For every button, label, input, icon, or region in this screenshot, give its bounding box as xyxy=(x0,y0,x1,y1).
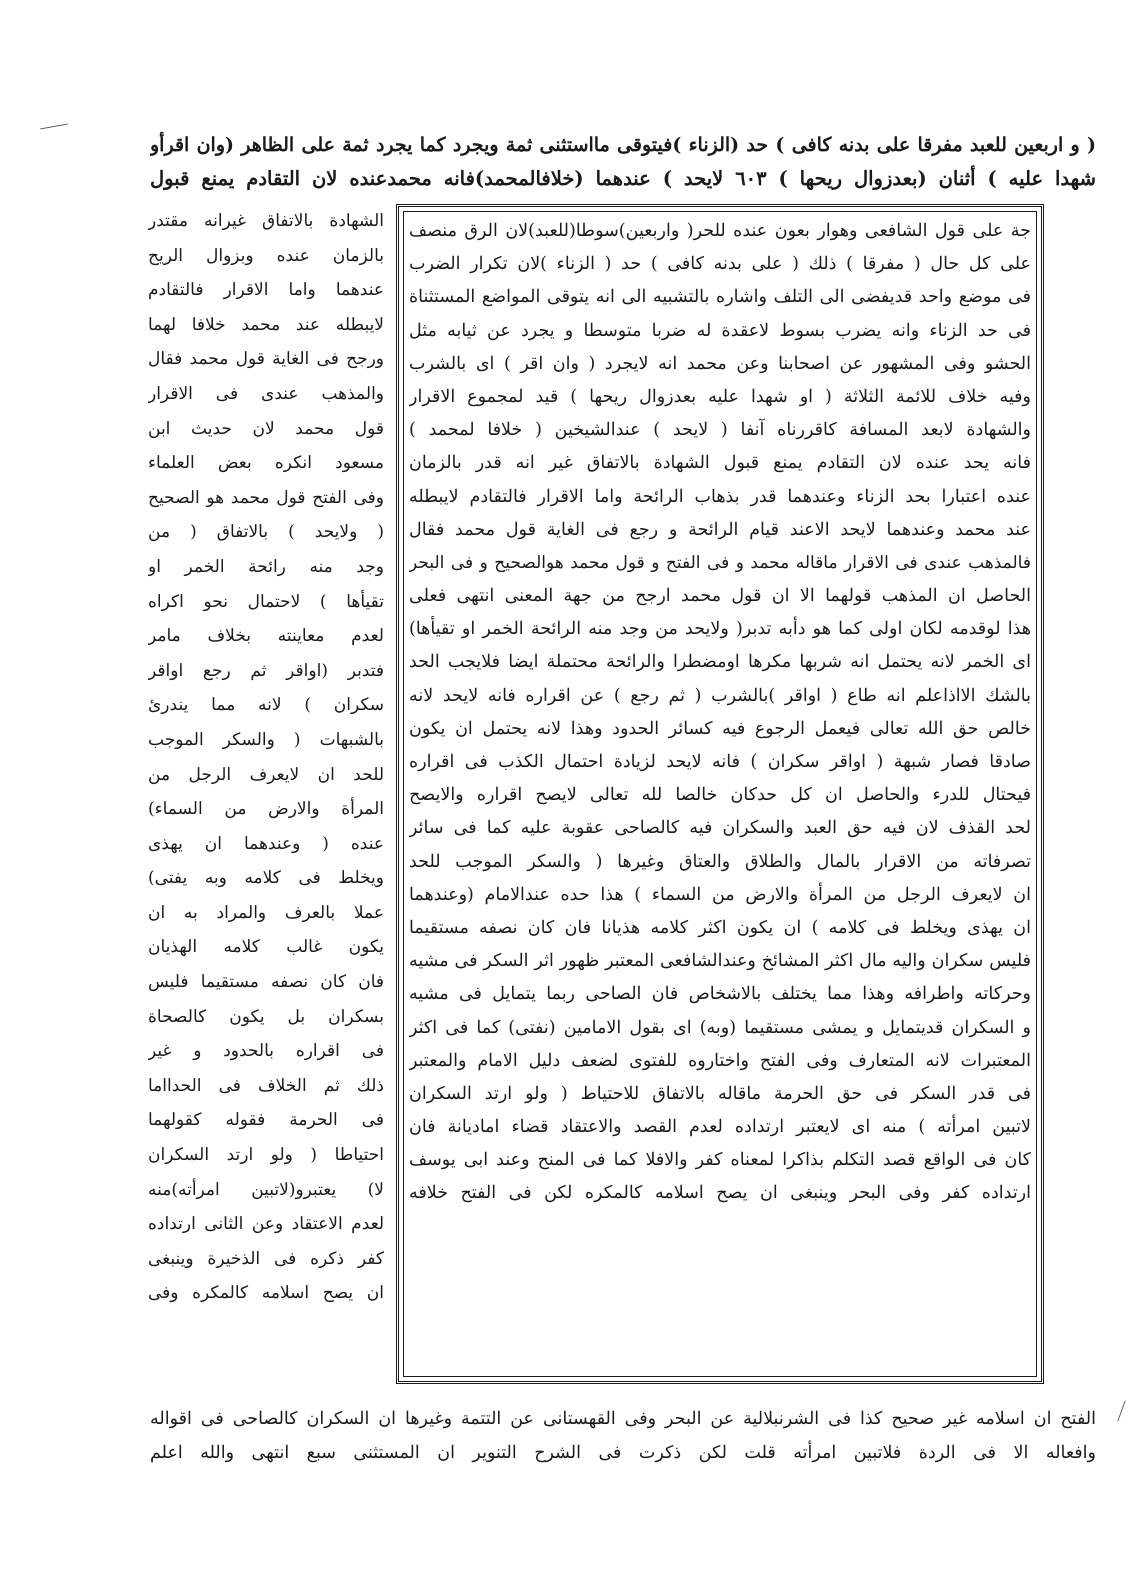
text-line: قول محمد لان حديث ابن xyxy=(148,418,384,439)
text-line: وافعاله الا فى الردة فلاتبين امرأته قلت لكن ذكرت فى الشرح التنوير ان المستثنى سبع انتهى والله اعلم xyxy=(150,1443,1096,1463)
text-line: ان يصح اسلامه كالمكره وفى xyxy=(148,1283,384,1304)
text-line: ( و اربعين للعبد مفرقا على بدنه كافى ) حد (الزناء )فيتوقى مااستثنى ثمة ويجرد كما يجرد ثمة على الظاهر (وان اقرأو xyxy=(150,134,1096,156)
text-line: عنده ( وعندهما ان يهذى xyxy=(148,833,384,854)
text-line: المعتبرات لانه المتعارف وفى الفتح واختاروه للفتوى لضعف دليل الامام والمعتبر xyxy=(409,1050,1031,1071)
text-line: جة على قول الشافعى وهوار بعون عنده للحر( واربعين)سوطا(للعبد)لان الرق منصف xyxy=(409,221,1031,241)
text-line: الحاصل ان المذهب قولهما الا ان قول محمد ارجح من جهة المعنى انتهى فعلى xyxy=(409,586,1031,607)
text-line: مسعود انكره بعض العلماء xyxy=(148,453,384,474)
commentary-box xyxy=(396,204,1044,1384)
text-line: وجد منه رائحة الخمر او xyxy=(148,556,384,577)
text-line: عند محمد وعندهما لايحد الاعند قيام الرائحة و رجع فى الغاية قول محمد فقال xyxy=(409,519,1031,540)
margin-mark xyxy=(40,124,68,130)
text-line: خالص حق الله تعالى فيعمل الرجوع فيه كسائر الحدود وهذا لانه يحتمل ان يكون xyxy=(409,718,1031,739)
text-line: شهدا عليه ) أثنان (بعدزوال ريحها ) ٦٠٣ لايحد ) عندهما (خلافالمحمد)فانه محمدعنده لان التقادم يمنع قبول xyxy=(150,167,1096,190)
text-line: فان كان نصفه مستقيما فليس xyxy=(148,972,384,993)
text-line: صادقا فصار شبهة ( اواقر سكران ) فانه لايحد لزيادة احتمال الكذب فى اقراره xyxy=(409,752,1031,772)
text-line: فى اقراره بالحدود و غير xyxy=(148,1041,384,1062)
text-line: عنده اعتبارا بحد الزناء وعندهما قدر بذهاب الرائحة واما الاقرار فالتقادم لايبطله xyxy=(409,486,1031,507)
text-line: ان يهذى ويخلط فى كلامه ) ان يكون اكثر كلامه هذيانا فان كان نصفه مستقيما xyxy=(409,917,1031,938)
text-line: لعدم الاعتقاد وعن الثانى ارتداده xyxy=(148,1214,384,1235)
text-line: فى حد الزناء وانه يضرب بسوط لاعقدة له ضربا متوسطا و يجرد عن ثيابه مثل xyxy=(409,320,1031,341)
text-line: تقيأها ) لاحتمال نحو اكراه xyxy=(148,591,384,612)
margin-mark xyxy=(1117,1400,1125,1421)
text-line: لايبطله عند محمد خلافا لهما xyxy=(148,314,384,335)
text-line: بالزمان عنده وبزوال الريح xyxy=(148,245,384,266)
text-line: كان فى الواقع قصد التكلم بذاكرا لمعناه كفر والافلا كما فى المنح وعند ابى يوسف xyxy=(409,1150,1031,1171)
text-line: فى قدر السكر فى حق الحرمة ماقاله بالاتفاق للاحتياط ( ولو ارتد السكران xyxy=(409,1083,1031,1104)
text-line: و السكران قديتمايل و يمشى مستقيما (وبه) اى بقول الامامين (نفتى) كما فى اكثر xyxy=(409,1017,1031,1038)
text-line: تصرفاته من الاقرار بالمال والطلاق والعتاق وغيرها ( والسكر الموجب للحد xyxy=(409,851,1031,872)
text-line: عملا بالعرف والمراد به ان xyxy=(148,902,384,923)
text-line: ويخلط فى كلامه وبه يفتى) xyxy=(148,868,384,889)
text-line: وفى الفتح قول محمد هو الصحيح xyxy=(148,487,384,508)
text-line: سكران ) لانه مما يندرئ xyxy=(148,695,384,716)
text-line: احتياطا ( ولو ارتد السكران xyxy=(148,1145,384,1166)
text-line: بسكران بل يكون كالصحاة xyxy=(148,1006,384,1027)
text-line: ذلك ثم الخلاف فى الحدااما xyxy=(148,1075,384,1096)
matn-header-text xyxy=(150,128,1096,196)
text-line: والشهادة لابعد المسافة كاقررناه آنفا ( لايحد ) عندالشيخين ( خلافا لمحمد ) xyxy=(409,420,1031,441)
text-line: والمذهب عندى فى الاقرار xyxy=(148,383,384,404)
text-line: الحشو وفى المشهور عن اصحابنا وعن محمد انه لايجرد ( وان اقر ) اى بالشرب xyxy=(409,353,1031,374)
text-line: فانه يحد عنده لان التقادم يمنع قبول الشهادة بالاتفاق غير انه قدر بالزمان xyxy=(409,453,1031,474)
text-line: الفتح ان اسلامه غير صحيح كذا فى الشرنبلالية عن البحر وفى القهستانى عن التتمة وغيرها ان السكران كالصاحى فى اقواله xyxy=(150,1409,1096,1429)
text-line: وفيه خلاف للائمة الثلاثة ( او شهدا عليه بعدزوال ريحها ) قيد لمجموع الاقرار xyxy=(409,386,1031,407)
text-line: فيحتال للدرء والحاصل ان كل حدكان خالصا لله تعالى لايصح اقراره والايصح xyxy=(409,785,1031,806)
text-line: لحد القذف لان فيه حق العبد والسكران فيه كالصاحى عقوبة عليه كما فى سائر xyxy=(409,818,1031,839)
text-line: فليس سكران واليه مال اكثر المشائخ وعندالشافعى المعتبر ظهور اثر السكر فى مشيه xyxy=(409,951,1031,972)
text-line: فى موضع واحد قديفضى الى التلف واشاره بالتشبيه الى انه يتوقى المواضع المستثناة xyxy=(409,287,1031,308)
text-line: عندهما واما الاقرار فالتقادم xyxy=(148,280,384,301)
text-line: فى الحرمة فقوله كقولهما xyxy=(148,1110,384,1131)
text-line: فالمذهب عندى فى الاقرار ماقاله محمد و فى الفتح و قول محمد هوالصحيح و فى البحر xyxy=(409,552,1031,573)
text-line: يكون غالب كلامه الهذيان xyxy=(148,937,384,958)
text-line: بالشبهات ( والسكر الموجب xyxy=(148,729,384,750)
text-line: هذا لوقدمه لكان اولى كما هو دأبه تدبر( ولايحد من وجد منه الرائحة الخمر او تقيأها) xyxy=(409,619,1031,640)
text-line: المرأة والارض من السماء) xyxy=(148,799,384,820)
text-line: ورجح فى الغاية قول محمد فقال xyxy=(148,349,384,370)
text-line: لعدم معاينته بخلاف مامر xyxy=(148,626,384,647)
text-line: اى الخمر لانه يحتمل انه شربها مكرها اومضطرا والرائحة محتملة ايضا فلايجب الحد xyxy=(409,652,1031,673)
margin-commentary xyxy=(148,204,384,1311)
text-line: ارتداده كفر وفى البحر وينبغى ان يصح اسلامه كالمكره لكن فى الفتح خلافه xyxy=(409,1183,1031,1204)
text-line: الشهادة بالاتفاق غيرانه مقتدر xyxy=(148,211,384,231)
text-line: ان لايعرف الرجل من المرأة والارض من السماء ) هذا حده عندالامام (وعندهما xyxy=(409,884,1031,905)
text-line: وحركاته واطرافه وهذا مما يختلف بالاشخاص فان الصاحى ربما يتمايل فى مشيه xyxy=(409,984,1031,1005)
text-line: لاتبين امرأته ) منه اى لايعتبر ارتداده لعدم القصد والاعتقاد قضاء اماديانة فان xyxy=(409,1117,1031,1138)
text-line: كفر ذكره فى الذخيرة وينبغى xyxy=(148,1248,384,1269)
text-line: على كل حال ( مفرقا ) ذلك ( على بدنه كافى ) حد ( الزناء )لان تكرار الضرب xyxy=(409,254,1031,275)
text-line: فتدبر (اواقر ثم رجع اواقر xyxy=(148,660,384,681)
text-line: ( ولايحد ) بالاتفاق ( من xyxy=(148,522,384,543)
text-line: بالشك الااذاعلم انه طاع ( اواقر )بالشرب ( ثم رجع ) عن اقراره فانه لايحد لانه xyxy=(409,685,1031,706)
continuation-text xyxy=(150,1402,1096,1470)
text-line: للحد ان لايعرف الرجل من xyxy=(148,764,384,785)
text-line: لا) يعتبرو(لاتبين امرأته)منه xyxy=(148,1179,384,1200)
